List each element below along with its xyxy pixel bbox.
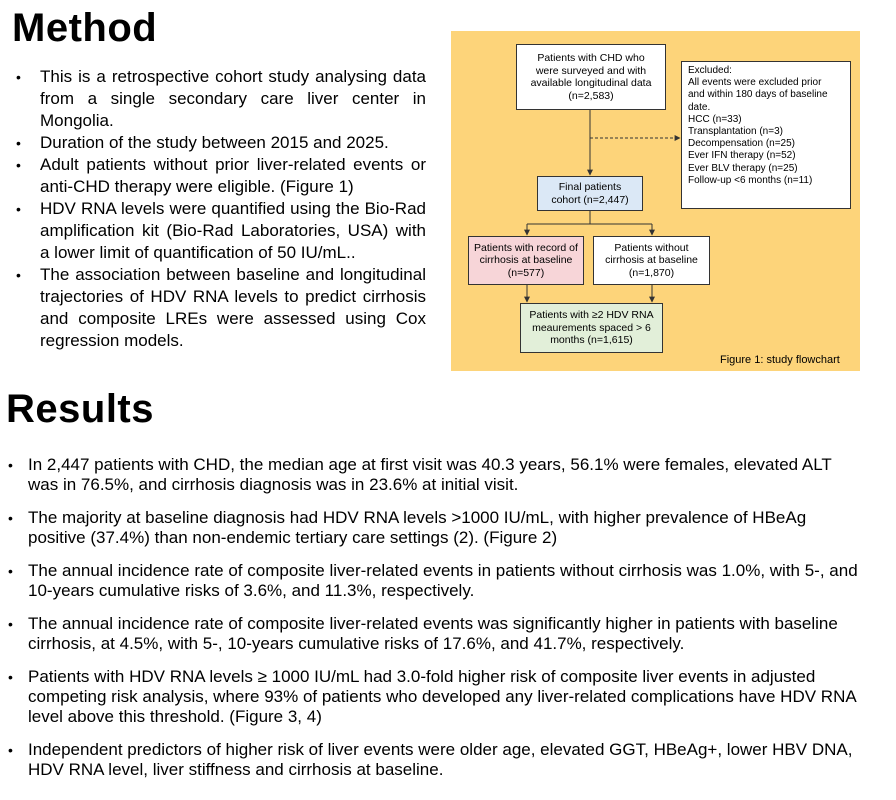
excluded-line: Ever IFN therapy (n=52) <box>688 150 796 162</box>
results-bullet-list <box>6 455 866 793</box>
flow-box-start <box>516 44 666 110</box>
excluded-line: Follow-up <6 months (n=11) <box>688 174 813 186</box>
flow-box-no-cirrhosis-line: (n=1,870) <box>628 266 675 279</box>
excluded-line: Ever BLV therapy (n=25) <box>688 162 798 174</box>
flow-box-cirrhosis <box>468 236 584 285</box>
method-bullet: • Duration of the study between 2015 and 2025. <box>14 132 426 154</box>
excluded-line: date. <box>688 101 711 113</box>
results-bullet: • The majority at baseline diagnosis had HDV RNA levels >1000 IU/mL, with higher prevalence of HBeAg positive (37.4%) than non-endemic tertiary care settings (2). (Figure 2) <box>6 508 866 548</box>
figure-caption: Figure 1: study flowchart <box>720 354 840 366</box>
method-bullet: • HDV RNA levels were quantified using the Bio-Rad amplification kit (Bio-Rad Laboratories, USA) with a lower limit of quantification of 50 IU/mL.. <box>14 198 426 264</box>
results-bullet: • In 2,447 patients with CHD, the median age at first visit was 40.3 years, 56.1% were females, elevated ALT was in 76.5%, and cirrhosis diagnosis was in 23.6% at initial visit. <box>6 455 866 495</box>
flow-box-final-line: Final patients <box>558 181 622 193</box>
flow-box-hdv-measurements <box>520 303 663 353</box>
excluded-line: Decompensation (n=25) <box>688 138 796 150</box>
flow-box-excluded <box>681 61 851 209</box>
method-bullet: • The association between baseline and longitudinal trajectories of HDV RNA levels to predict cirrhosis and composite LREs were assessed using Cox regression models. <box>14 264 426 352</box>
results-heading: Results <box>6 387 154 431</box>
method-bullet: • This is a retrospective cohort study analysing data from a single secondary care liver center in Mongolia. <box>14 66 426 132</box>
flow-box-start-line: available longitudinal data <box>530 77 652 89</box>
excluded-line: Transplantation (n=3) <box>688 126 783 138</box>
method-heading: Method <box>12 6 158 50</box>
flow-box-hdv-line: months (n=1,615) <box>550 334 633 347</box>
flow-box-cirrhosis-line: Patients with record of <box>474 241 578 254</box>
flow-box-hdv-line: Patients with ≥2 HDV RNA <box>529 309 654 322</box>
results-bullet: • The annual incidence rate of composite liver-related events was significantly higher in patients with baseline cirrhosis, at 4.5%, with 5-, 10-years cumulative risks of 17.6%, and 41.7%, respectively. <box>6 614 866 654</box>
flow-box-cirrhosis-line: cirrhosis at baseline <box>479 254 573 267</box>
flow-box-hdv-line: meaurements spaced > 6 <box>532 321 651 334</box>
excluded-line: Excluded: <box>688 65 732 76</box>
results-bullet: • Independent predictors of higher risk of liver events were older age, elevated GGT, HBeAg+, lower HBV DNA, HDV RNA level, liver stiffness and cirrhosis at baseline. <box>6 740 866 780</box>
flow-box-no-cirrhosis <box>593 236 710 285</box>
method-bullet: • Adult patients without prior liver-related events or anti-CHD therapy were eligible. (Figure 1) <box>14 154 426 198</box>
excluded-line: All events were excluded prior <box>688 77 822 89</box>
flow-box-start-line: Patients with CHD who <box>537 52 645 64</box>
results-bullet: • Patients with HDV RNA levels ≥ 1000 IU/mL had 3.0-fold higher risk of composite liver events in adjusted competing risk analysis, where 93% of patients who developed any liver-related complications have HDV RNA level above this threshold. (Figure 3, 4) <box>6 667 866 727</box>
excluded-line: HCC (n=33) <box>688 113 742 125</box>
flow-box-final-cohort <box>537 176 643 211</box>
method-bullet-list <box>14 66 426 352</box>
flow-box-start-line: (n=2,583) <box>568 89 614 102</box>
flow-box-no-cirrhosis-line: Patients without <box>614 241 689 254</box>
excluded-line: and within 180 days of baseline <box>688 89 828 101</box>
results-bullet: • The annual incidence rate of composite liver-related events in patients without cirrhosis was 1.0%, with 5-, and 10-years cumulative risks of 3.6%, and 11.3%, respectively. <box>6 561 866 601</box>
flow-box-cirrhosis-line: (n=577) <box>507 266 545 279</box>
flow-box-start-line: were surveyed and with <box>535 64 647 77</box>
flow-box-no-cirrhosis-line: cirrhosis at baseline <box>605 254 698 267</box>
flow-box-final-line: cohort (n=2,447) <box>551 193 629 206</box>
